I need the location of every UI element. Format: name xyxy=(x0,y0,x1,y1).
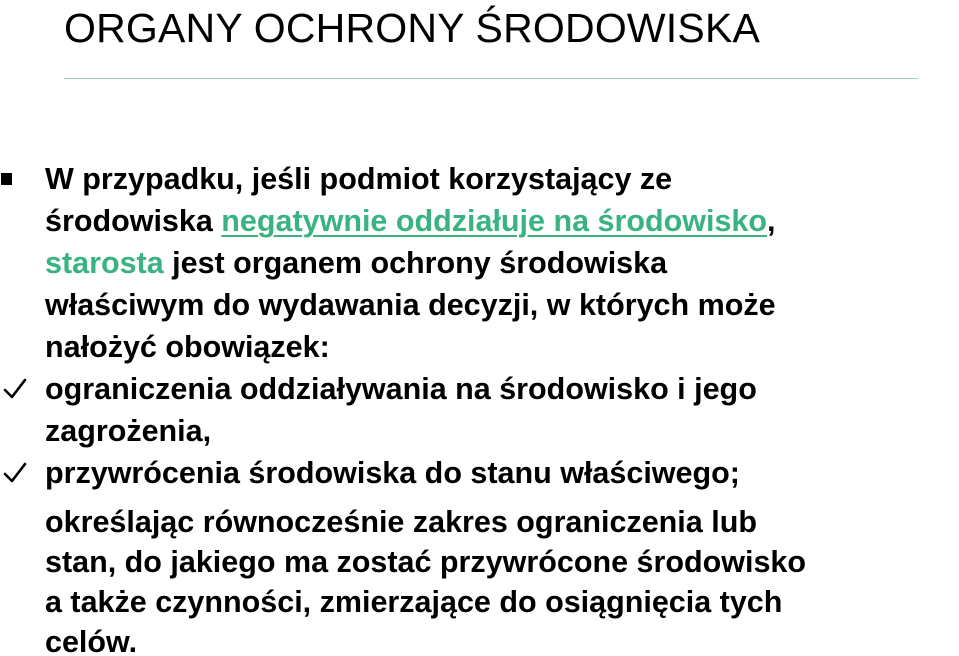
slide-title: ORGANY OCHRONY ŚRODOWISKA xyxy=(64,5,761,51)
closing-text: celów. xyxy=(45,625,138,656)
closing-line-2 xyxy=(0,542,959,582)
highlighted-term: starosta xyxy=(45,246,164,280)
intro-text: właściwym do wydawania decyzji, w których może xyxy=(45,288,776,322)
intro-line-4 xyxy=(0,284,959,326)
intro-text: W przypadku, jeśli podmiot korzystający ze xyxy=(45,162,673,196)
closing-line-4 xyxy=(0,622,959,656)
title-divider xyxy=(64,78,918,79)
intro-text: , xyxy=(767,204,776,238)
highlighted-phrase: negatywnie oddziałuje na środowisko xyxy=(221,204,768,238)
intro-text: jest organem ochrony środowiska xyxy=(163,246,668,280)
closing-text: a także czynności, zmierzające do osiągnięcia tych xyxy=(45,585,783,619)
check-item-text: ograniczenia oddziaływania na środowisko i jego xyxy=(45,372,757,406)
closing-line-3 xyxy=(0,582,959,622)
square-bullet-icon xyxy=(1,173,12,185)
intro-line-3 xyxy=(0,242,959,284)
closing-line-1 xyxy=(0,502,959,542)
intro-line-5 xyxy=(0,326,959,368)
check-item-1-line-2 xyxy=(0,410,959,452)
intro-text: środowiska xyxy=(45,204,222,238)
closing-text: stan, do jakiego ma zostać przywrócone środowisko xyxy=(45,545,806,579)
check-item-text: przywrócenia środowiska do stanu właściwego; xyxy=(45,456,740,490)
checkmark-icon xyxy=(2,376,28,402)
intro-line-2 xyxy=(0,200,959,242)
check-item-1-line-1 xyxy=(0,368,959,410)
intro-line-1 xyxy=(0,158,959,200)
intro-text: nałożyć obowiązek: xyxy=(45,330,330,364)
checkmark-icon xyxy=(2,460,28,486)
check-item-text: zagrożenia, xyxy=(45,414,212,448)
closing-text: określając równocześnie zakres ograniczenia lub xyxy=(45,505,757,539)
check-item-2-line-1 xyxy=(0,452,959,494)
slide-content xyxy=(0,158,959,656)
